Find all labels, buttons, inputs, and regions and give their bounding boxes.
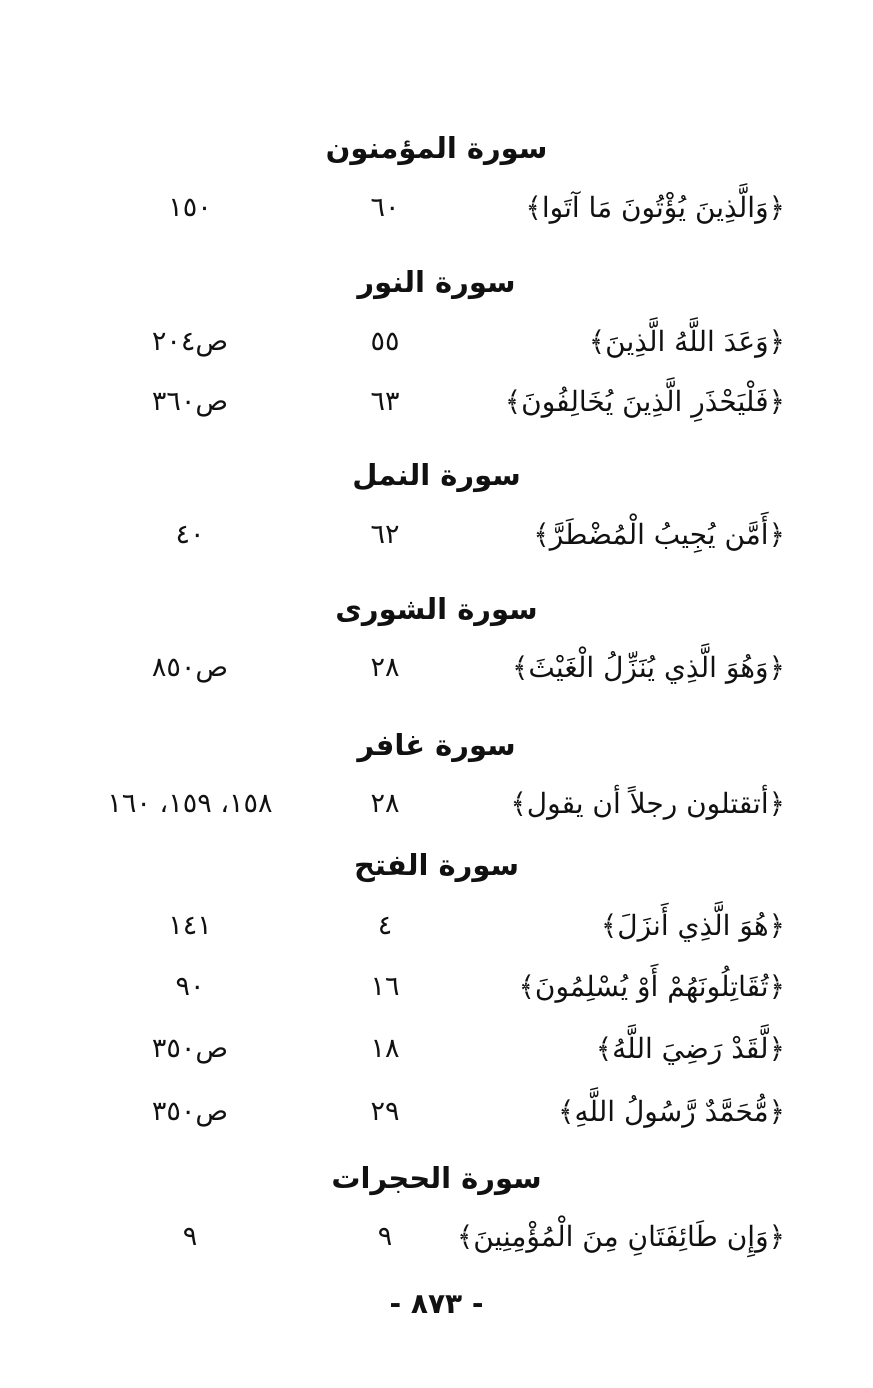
ayah-number: ٢٨ [370,652,400,683]
sura-title-ghafir: سورة غافر [357,728,516,762]
page-reference: ١٥٨، ١٥٩، ١٦٠ [107,788,273,819]
verse-text: ﴿فَلْيَحْذَرِ الَّذِينَ يُخَالِفُونَ﴾ [504,385,785,418]
page-reference: ص٣٥٠ [151,1096,229,1127]
verse-text: ﴿لَّقَدْ رَضِيَ اللَّهُ﴾ [595,1032,785,1065]
page-reference: ١٥٠ [168,192,212,223]
page-reference: ٩ [182,1221,198,1252]
verse-text: ﴿مُّحَمَّدٌ رَّسُولُ اللَّهِ﴾ [558,1095,785,1128]
sura-title-ash-shura: سورة الشورى [335,592,538,626]
verse-text: ﴿هُوَ الَّذِي أَنزَلَ﴾ [600,909,785,942]
verse-text: ﴿وَإِن طَائِفَتَانِ مِنَ الْمُؤْمِنِينَ﴾ [456,1220,785,1253]
verse-text: ﴿تُقَاتِلُونَهُمْ أَوْ يُسْلِمُونَ﴾ [518,970,785,1003]
index-row [0,186,873,230]
page-reference: ص٢٠٤ [151,326,229,357]
sura-title-an-nur: سورة النور [357,265,516,299]
page-reference: ص٣٥٠ [151,1033,229,1064]
sura-title-al-fath: سورة الفتح [353,848,520,882]
ayah-number: ٥٥ [370,326,400,357]
verse-text: ﴿وَعَدَ اللَّهُ الَّذِينَ﴾ [588,325,785,358]
page-reference: ٤٠ [175,519,205,550]
ayah-number: ٢٩ [370,1096,400,1127]
ayah-number: ٩ [377,1221,393,1252]
index-row [0,380,873,424]
sura-title-al-muminun: سورة المؤمنون [325,131,548,165]
index-row [0,646,873,690]
index-row [0,1090,873,1134]
ayah-number: ١٨ [370,1033,400,1064]
ayah-number: ٢٨ [370,788,400,819]
index-row [0,904,873,948]
verse-text: ﴿وَالَّذِينَ يُؤْتُونَ مَا آتَوا﴾ [525,191,785,224]
page-reference: ٩٠ [175,971,205,1002]
index-row [0,513,873,557]
ayah-number: ١٦ [370,971,400,1002]
page-reference: ص٣٦٠ [151,386,229,417]
page-number: - ٨٧٣ - [389,1287,484,1320]
index-row [0,1027,873,1071]
ayah-number: ٦٣ [370,386,400,417]
sura-title-an-naml: سورة النمل [352,458,521,492]
ayah-number: ٦٠ [370,192,400,223]
index-row [0,965,873,1009]
page-reference: ص٨٥٠ [151,652,229,683]
index-row [0,782,873,826]
index-row [0,320,873,364]
index-row [0,1215,873,1259]
verse-text: ﴿أتقتلون رجلاً أن يقول﴾ [510,787,785,820]
ayah-number: ٦٢ [370,519,400,550]
verse-text: ﴿وَهُوَ الَّذِي يُنَزِّلُ الْغَيْثَ﴾ [512,651,785,684]
ayah-number: ٤ [377,910,393,941]
sura-title-al-hujurat: سورة الحجرات [331,1161,542,1195]
page-reference: ١٤١ [168,910,212,941]
verse-text: ﴿أَمَّن يُجِيبُ الْمُضْطَرَّ﴾ [533,518,785,551]
